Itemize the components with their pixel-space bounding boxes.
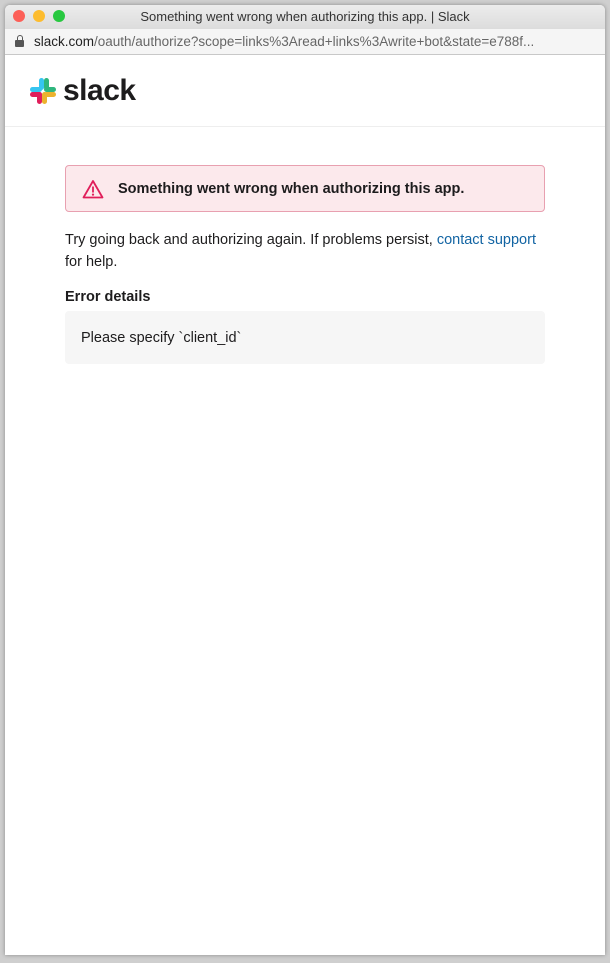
title-bar bbox=[5, 5, 605, 29]
help-text bbox=[65, 229, 545, 273]
browser-window bbox=[5, 5, 605, 955]
minimize-window-button[interactable] bbox=[33, 10, 45, 22]
window-title: Something went wrong when authorizing this app. | Slack bbox=[140, 9, 470, 24]
error-detail-text: Please specify `client_id` bbox=[81, 329, 242, 346]
contact-support-link[interactable]: contact support bbox=[436, 232, 536, 248]
page-header bbox=[5, 55, 605, 127]
lock-icon bbox=[15, 40, 24, 47]
maximize-window-button[interactable] bbox=[53, 10, 65, 22]
warning-icon bbox=[82, 179, 104, 199]
address-bar[interactable] bbox=[5, 29, 605, 55]
help-text-start: Try going back and authorizing again. If problems persist, bbox=[65, 232, 437, 248]
url-path: /oauth/authorize?scope=links%3Aread+links%3Awrite+bot&state=e788f... bbox=[94, 34, 535, 49]
help-text-end: for help. bbox=[65, 254, 118, 270]
close-window-button[interactable] bbox=[13, 10, 25, 22]
error-content bbox=[65, 165, 545, 364]
error-details-box bbox=[65, 311, 545, 364]
slack-logo-icon bbox=[29, 77, 57, 105]
url-domain: slack.com bbox=[34, 34, 95, 49]
alert-message: Something went wrong when authorizing this app. bbox=[118, 180, 465, 197]
error-details-heading: Error details bbox=[65, 289, 151, 305]
slack-wordmark: slack bbox=[63, 73, 136, 107]
error-alert bbox=[65, 165, 545, 212]
